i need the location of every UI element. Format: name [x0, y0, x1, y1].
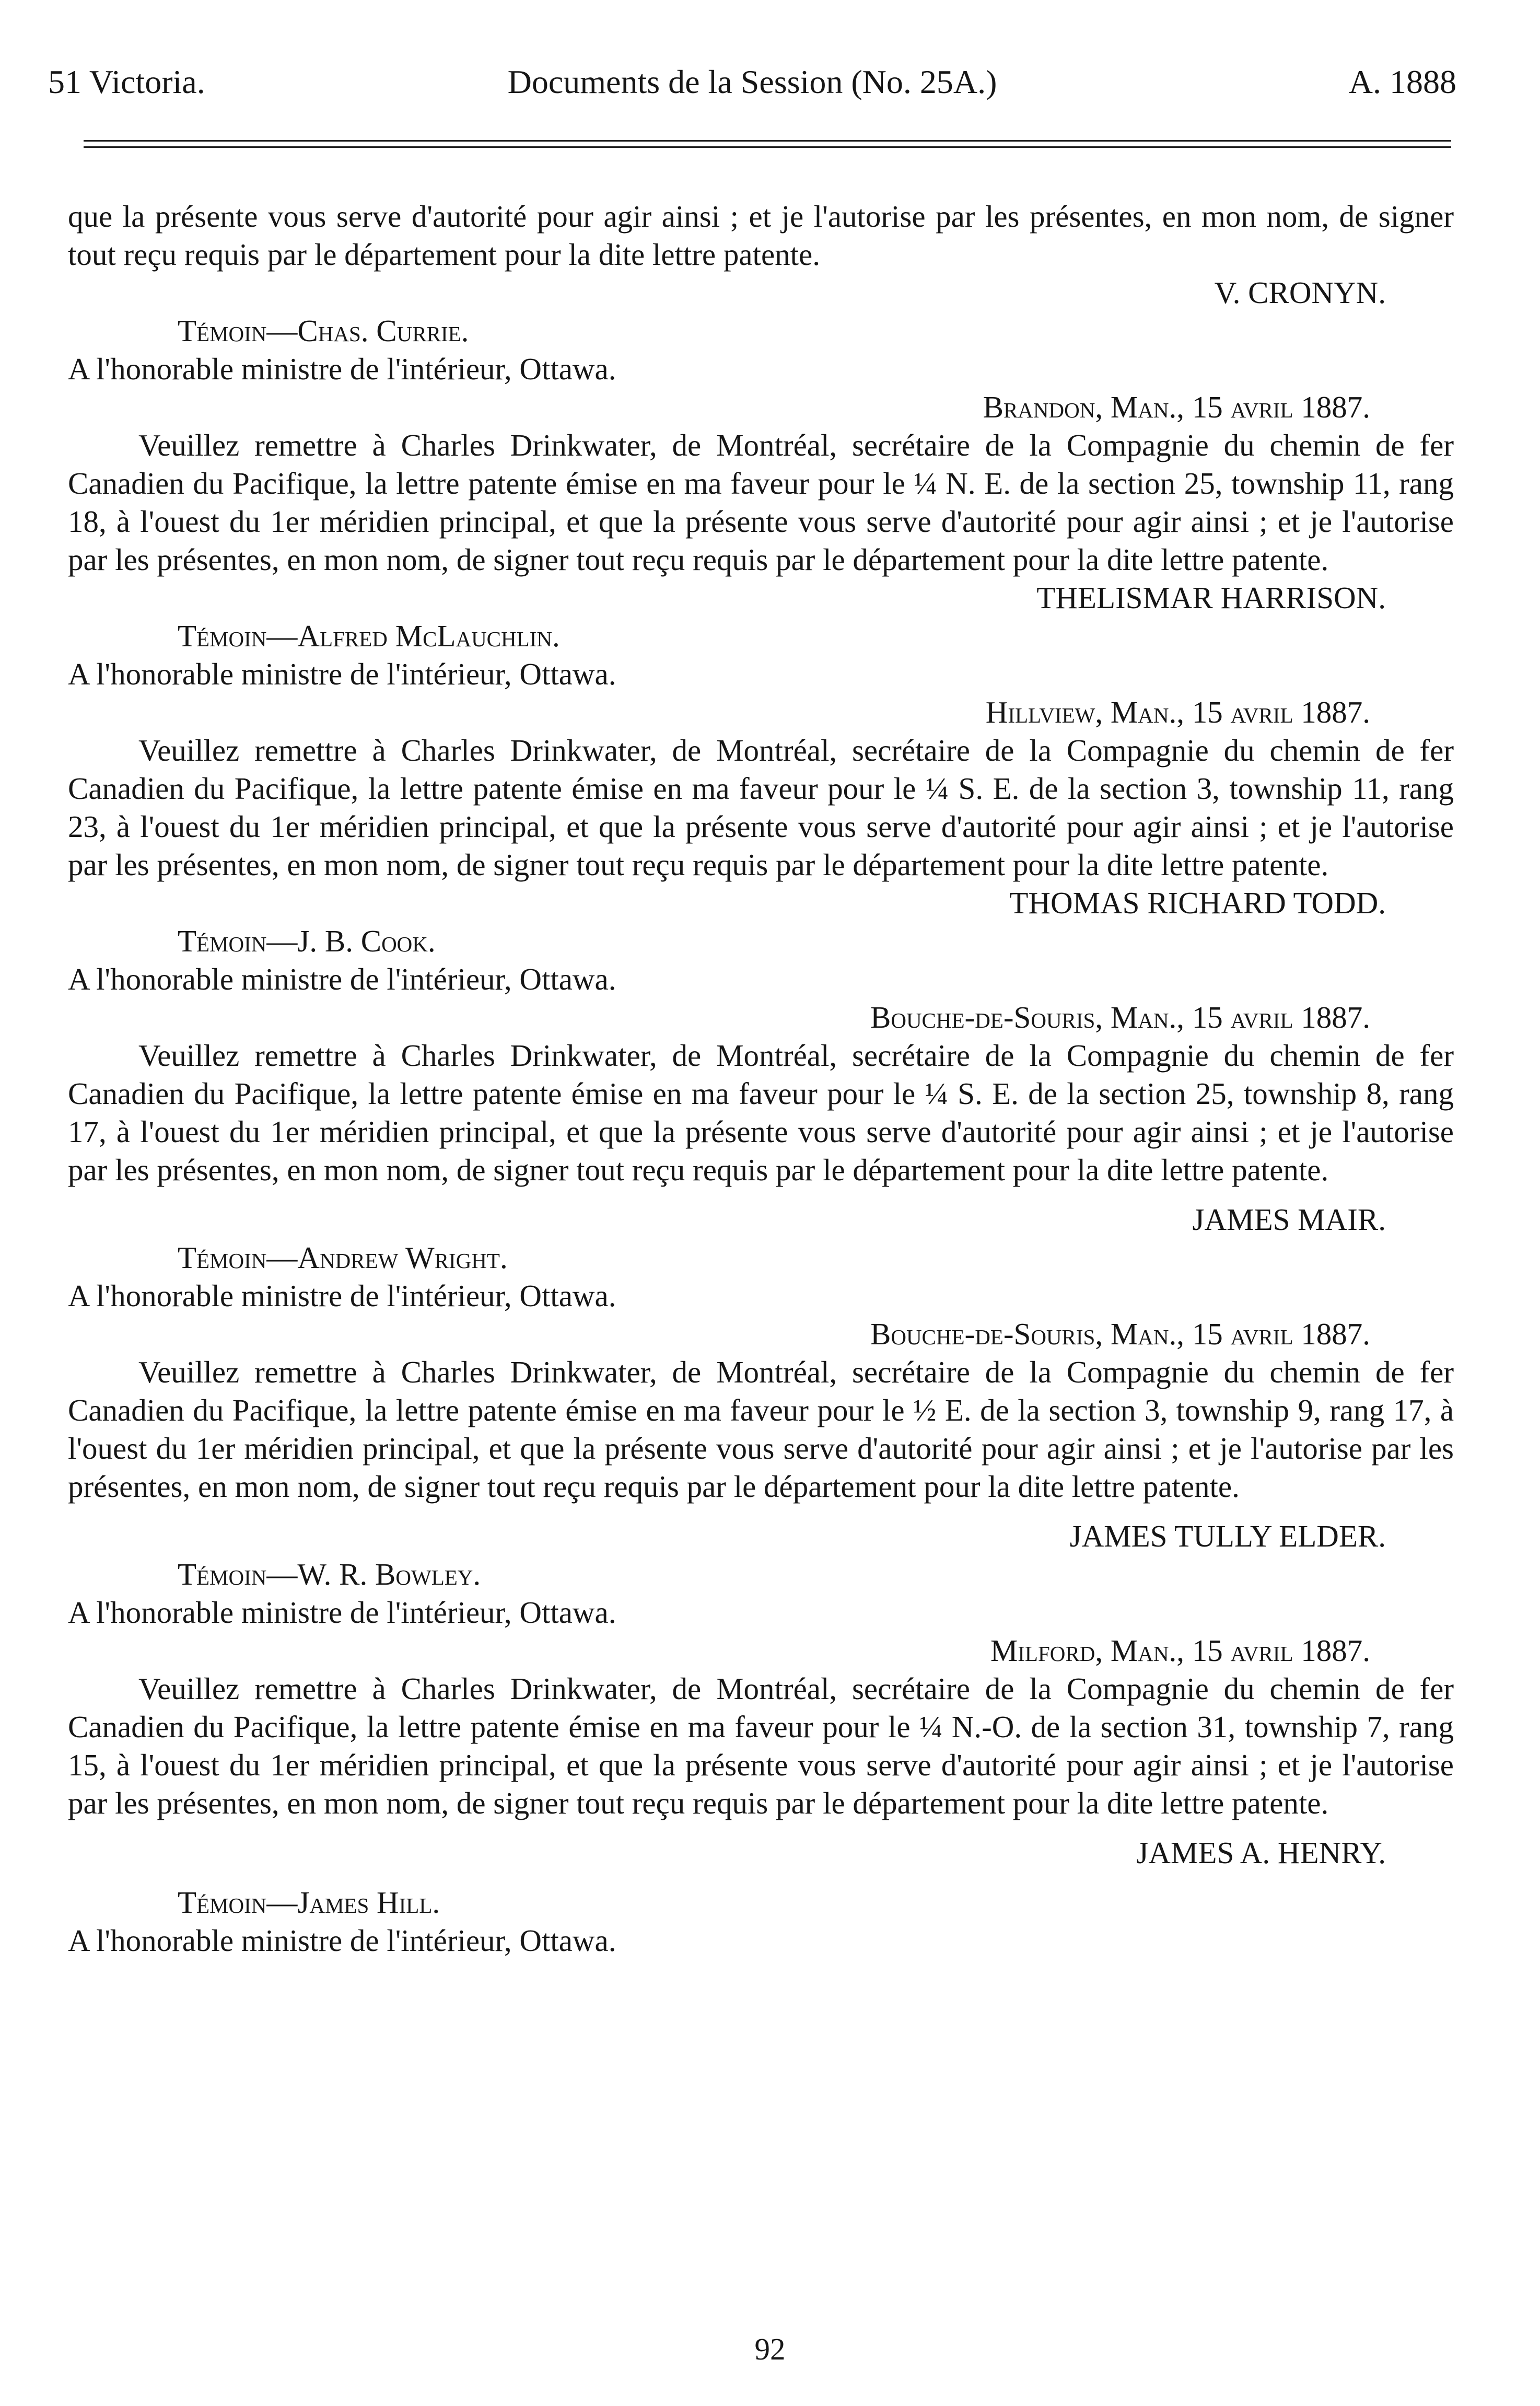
- letter-continuation: [68, 197, 1454, 388]
- witness-line: Témoin—James Hill.: [178, 1885, 440, 1920]
- letter-body: Veuillez remettre à Charles Drinkwater, de Montréal, secrétaire de la Compagnie du chemin de fer Canadien du Pacifique, la lettre patente émise en ma faveur pour le ¼ S. E. de la section 25, township 8, rang 17, à l'ouest du 1er méridien principal, et que la présente vous serve d'autorité pour agir ainsi ; et je l'autorise par les présentes, en mon nom, de signer tout reçu requis par le département pour la dite lettre patente.: [68, 1038, 1454, 1187]
- header-year: A. 1888: [1348, 63, 1456, 100]
- signature: THELISMAR HARRISON.: [1036, 580, 1386, 615]
- letter: [68, 998, 1454, 1315]
- signature: JAMES MAIR.: [1192, 1202, 1386, 1237]
- signature: JAMES A. HENRY.: [1136, 1835, 1386, 1870]
- witness-line: Témoin—Chas. Currie.: [178, 313, 469, 348]
- addressee-line: A l'honorable ministre de l'intérieur, Ottawa.: [68, 962, 616, 996]
- place-date: Milford, Man., 15 avril 1887.: [990, 1633, 1370, 1668]
- letter: [68, 388, 1454, 693]
- letter-body: Veuillez remettre à Charles Drinkwater, de Montréal, secrétaire de la Compagnie du chemin de fer Canadien du Pacifique, la lettre patente émise en ma faveur pour le ½ E. de la section 3, township 9, rang 17, à l'ouest du 1er méridien principal, et que la présente vous serve d'autorité pour agir ainsi ; et je l'autorise par les présentes, en mon nom, de signer tout reçu requis par le département pour la dite lettre patente.: [68, 1355, 1454, 1504]
- witness-line: Témoin—W. R. Bowley.: [178, 1557, 481, 1591]
- header-volume: 51 Victoria.: [48, 63, 205, 100]
- addressee-line: A l'honorable ministre de l'intérieur, Ottawa.: [68, 1595, 616, 1630]
- place-date: Hillview, Man., 15 avril 1887.: [985, 695, 1370, 729]
- signature: JAMES TULLY ELDER.: [1069, 1519, 1386, 1553]
- signature: THOMAS RICHARD TODD.: [1009, 886, 1386, 920]
- page-body: [68, 197, 1454, 1960]
- letter-body: que la présente vous serve d'autorité pour agir ainsi ; et je l'autorise par les présentes, en mon nom, de signer tout reçu requis par le département pour la dite lettre patente.: [68, 199, 1454, 272]
- letter: [68, 1315, 1454, 1632]
- addressee-line: A l'honorable ministre de l'intérieur, Ottawa.: [68, 1278, 616, 1313]
- addressee-line: A l'honorable ministre de l'intérieur, Ottawa.: [68, 1923, 616, 1958]
- place-date: Bouche-de-Souris, Man., 15 avril 1887.: [870, 1317, 1370, 1351]
- place-date: Bouche-de-Souris, Man., 15 avril 1887.: [870, 1000, 1370, 1035]
- running-header: [48, 63, 1456, 110]
- header-title: Documents de la Session (No. 25A.): [507, 63, 997, 100]
- witness-line: Témoin—Andrew Wright.: [178, 1240, 508, 1275]
- letter-body: Veuillez remettre à Charles Drinkwater, de Montréal, secrétaire de la Compagnie du chemin de fer Canadien du Pacifique, la lettre patente émise en ma faveur pour le ¼ N.-O. de la section 31, township 7, rang 15, à l'ouest du 1er méridien principal, et que la présente vous serve d'autorité pour agir ainsi ; et je l'autorise par les présentes, en mon nom, de signer tout reçu requis par le département pour la dite lettre patente.: [68, 1671, 1454, 1820]
- letter: [68, 1632, 1454, 1960]
- header-rule: [84, 146, 1451, 148]
- page-number: 92: [754, 2332, 786, 2366]
- letter-body: Veuillez remettre à Charles Drinkwater, de Montréal, secrétaire de la Compagnie du chemin de fer Canadien du Pacifique, la lettre patente émise en ma faveur pour le ¼ S. E. de la section 3, township 11, rang 23, à l'ouest du 1er méridien principal, et que la présente vous serve d'autorité pour agir ainsi ; et je l'autorise par les présentes, en mon nom, de signer tout reçu requis par le département pour la dite lettre patente.: [68, 733, 1454, 882]
- witness-line: Témoin—J. B. Cook.: [178, 924, 436, 958]
- witness-line: Témoin—Alfred McLauchlin.: [178, 619, 560, 653]
- place-date: Brandon, Man., 15 avril 1887.: [983, 390, 1370, 424]
- addressee-line: A l'honorable ministre de l'intérieur, Ottawa.: [68, 657, 616, 691]
- letter: [68, 693, 1454, 998]
- header-rule: [84, 140, 1451, 142]
- signature: V. CRONYN.: [1214, 275, 1386, 310]
- addressee-line: A l'honorable ministre de l'intérieur, Ottawa.: [68, 352, 616, 386]
- letter-body: Veuillez remettre à Charles Drinkwater, de Montréal, secrétaire de la Compagnie du chemin de fer Canadien du Pacifique, la lettre patente émise en ma faveur pour le ¼ N. E. de la section 25, township 11, rang 18, à l'ouest du 1er méridien principal, et que la présente vous serve d'autorité pour agir ainsi ; et je l'autorise par les présentes, en mon nom, de signer tout reçu requis par le département pour la dite lettre patente.: [68, 428, 1454, 577]
